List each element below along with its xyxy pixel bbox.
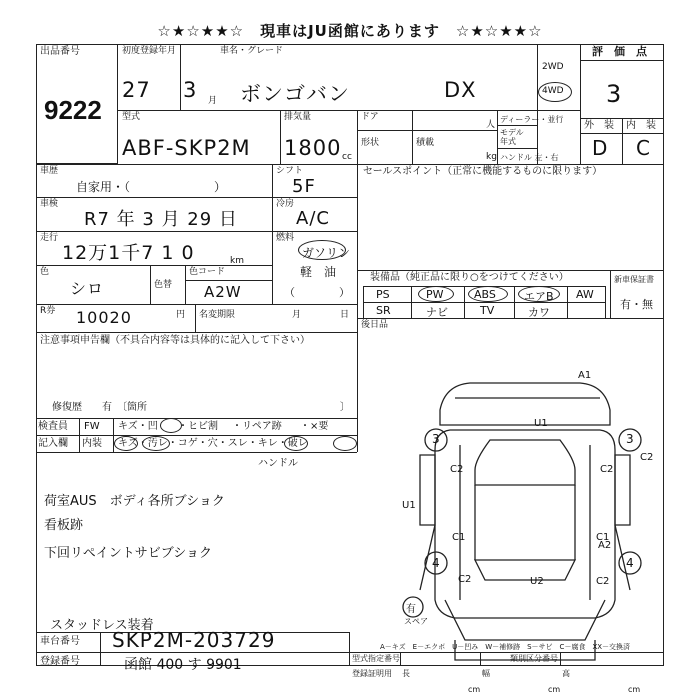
mark-u1-side: U1 xyxy=(402,500,416,511)
registration-value: 函館 400 す 9901 xyxy=(124,657,242,673)
shift-value: 5F xyxy=(292,176,316,197)
first-reg-month-unit: 月 xyxy=(208,96,218,106)
size-length: 長 xyxy=(402,669,410,678)
warranty-label: 新車保証書 xyxy=(614,275,654,284)
mark-c2-right-top: C2 xyxy=(640,452,654,463)
chassis-label: 車台番号 xyxy=(40,636,80,647)
mark-c2-left: C2 xyxy=(450,464,464,475)
mark-4-right: 4 xyxy=(626,556,634,570)
category-label: 類別区分番号 xyxy=(510,654,558,663)
mileage-value: 12万1千7 1 0 xyxy=(62,242,195,264)
model-type: ABF-SKP2M xyxy=(122,136,251,160)
recycle-unit: 円 xyxy=(176,310,186,320)
inspector-label-2: 記入欄 xyxy=(38,438,68,449)
inspection-value: R7 年 3 月 29 日 xyxy=(84,209,238,230)
mileage-unit: km xyxy=(230,256,244,266)
inspector-label: 検査員 xyxy=(38,421,68,432)
score-value: 3 xyxy=(606,80,623,108)
name-change-day: 日 xyxy=(340,310,350,320)
registration-label: 登録番号 xyxy=(40,656,80,667)
remark-3: 下回リペイントサビブショク xyxy=(44,546,212,561)
load-unit: kg xyxy=(486,152,497,162)
dealer-label: ディーラー・並行 xyxy=(500,115,564,124)
lot-number: 9222 xyxy=(44,95,102,125)
remark-1: 荷室AUS ボディ各所ブショク xyxy=(44,494,225,509)
inspector-interior-items: キズ・汚レ・コゲ・穴・スレ・キレ・破レ xyxy=(118,438,308,449)
fuel-label: 燃料 xyxy=(276,233,295,243)
mark-a2: A2 xyxy=(598,540,612,551)
banner: ☆★☆★★☆ 現車はJU函館にあります ☆★☆★★☆ xyxy=(157,22,543,40)
name-change-month: 月 xyxy=(292,310,302,320)
remark-2: 看板跡 xyxy=(44,518,84,533)
load-label: 積載 xyxy=(416,138,435,148)
drive-2wd: 2WD xyxy=(542,62,564,72)
first-reg-month: 3 xyxy=(183,78,198,102)
color-code-value: A2W xyxy=(204,283,242,301)
shape-label: 形状 xyxy=(361,138,380,148)
exterior-label: 外 装 xyxy=(584,120,614,131)
model-name: ボンゴバン xyxy=(240,82,350,106)
mark-a1: A1 xyxy=(578,370,592,381)
mark-4-left: 4 xyxy=(432,556,440,570)
equip-aw: AW xyxy=(576,288,594,301)
equip-navi: ナビ xyxy=(426,306,448,319)
size-width: 幅 xyxy=(482,669,490,678)
repair-close: 〕 xyxy=(340,402,350,413)
equip-pw: PW xyxy=(426,288,444,301)
equipment-label: 装備品（純正品に限り○をつけてください） xyxy=(370,272,569,283)
chassis-value: SKP2M-203729 xyxy=(112,628,276,652)
color-value: シロ xyxy=(70,279,105,298)
color-code-label: 色コード xyxy=(189,267,226,277)
mileage-label: 走行 xyxy=(40,233,59,243)
size-cm-3: cm xyxy=(628,685,641,694)
recycle-label: R券 xyxy=(40,306,56,316)
notes-label: 注意事項申告欄（不具合内容等は具体的に記入して下さい） xyxy=(40,335,310,346)
first-reg-year: 27 xyxy=(122,78,151,102)
equip-ps: PS xyxy=(376,288,390,301)
model-year-label-2: 年式 xyxy=(500,137,516,146)
displacement-unit: cc xyxy=(342,152,352,162)
history-label: 車歴 xyxy=(40,166,59,176)
mark-u2: U2 xyxy=(530,576,544,587)
equip-leather: カワ xyxy=(528,306,550,319)
inspector-repair: ・リペア跡 xyxy=(232,421,282,432)
history-value: 自家用・（ ） xyxy=(76,180,227,194)
score-label: 評 価 点 xyxy=(592,45,647,58)
drive-4wd: 4WD xyxy=(542,86,564,96)
type-designation-label: 型式指定番号 xyxy=(352,654,400,663)
recycle-value: 10020 xyxy=(76,308,132,327)
fuel-gas: ガソリン xyxy=(302,246,351,260)
color-label: 色 xyxy=(40,267,50,277)
mark-c2-right: C2 xyxy=(600,464,614,475)
mark-3-right: 3 xyxy=(626,432,634,446)
inspector-interior: 内装 xyxy=(82,438,102,449)
spare-label: スペア xyxy=(404,617,428,626)
displacement-value: 1800 xyxy=(284,136,342,160)
fuel-diesel: 軽 油 xyxy=(300,265,337,279)
model-year-label: モデル xyxy=(500,128,524,137)
displacement-label: 排気量 xyxy=(284,112,312,122)
mark-u1-roof: U1 xyxy=(534,418,548,429)
legend: A－キズ E－エクボ U－凹み W－補修跡 S－サビ C－腐食 XX－交換済 xyxy=(380,643,631,651)
mark-c1-left: C1 xyxy=(452,532,466,543)
exterior-value: D xyxy=(592,136,609,160)
mark-c1-right: C1 xyxy=(596,532,610,543)
inspector-scratch: キズ・凹 xyxy=(118,421,158,432)
door-label: ドア xyxy=(361,112,379,122)
interior-label: 内 装 xyxy=(626,120,656,131)
remark-4: スタッドレス装着 xyxy=(50,618,154,633)
equip-airbag: エアB xyxy=(524,290,554,303)
name-change-label: 名変期限 xyxy=(199,310,236,320)
mark-c2-rear: C2 xyxy=(458,574,472,585)
model-grade: DX xyxy=(444,78,477,102)
mark-spare-check: 有 xyxy=(406,604,416,615)
interior-value: C xyxy=(636,136,651,160)
equip-abs: ABS xyxy=(474,288,496,301)
mark-3-left: 3 xyxy=(432,432,440,446)
size-cm-2: cm xyxy=(548,685,561,694)
warranty-value: 有・無 xyxy=(620,298,653,311)
ac-label: 冷房 xyxy=(276,199,295,209)
inspector-crack: ・ヒビ割 xyxy=(178,421,218,432)
lot-label: 出品番号 xyxy=(40,46,80,57)
inspector-fw: FW xyxy=(84,421,100,432)
inspection-label: 車検 xyxy=(40,199,59,209)
capacity-unit: 人 xyxy=(486,120,496,130)
model-name-label: 車名・グレード xyxy=(220,46,284,56)
inspector-need: ・×要 xyxy=(300,421,329,432)
first-reg-label: 初度登録年月 xyxy=(122,46,177,56)
equip-sr: SR xyxy=(376,304,391,317)
certificate-label: 登録証明用 xyxy=(352,669,392,678)
ac-value: A/C xyxy=(296,208,330,229)
fuel-blank: （ ） xyxy=(284,286,350,299)
handle-label: ハンドル 左・右 xyxy=(500,153,559,162)
aftermarket-label: 後日品 xyxy=(361,320,389,330)
size-cm-1: cm xyxy=(468,685,481,694)
shift-label: シフト xyxy=(276,166,304,176)
model-type-label: 型式 xyxy=(122,112,141,122)
mark-c2-bottom: C2 xyxy=(596,576,610,587)
sales-point-label: セールスポイント（正常に機能するものに限ります） xyxy=(363,166,603,177)
equip-tv: TV xyxy=(480,304,495,317)
inspector-handle-note: ハンドル xyxy=(258,458,298,469)
size-height: 高 xyxy=(562,669,570,678)
color-change-label: 色替 xyxy=(154,280,173,290)
repair-label: 修復歴 有 〔箇所 xyxy=(52,402,147,413)
